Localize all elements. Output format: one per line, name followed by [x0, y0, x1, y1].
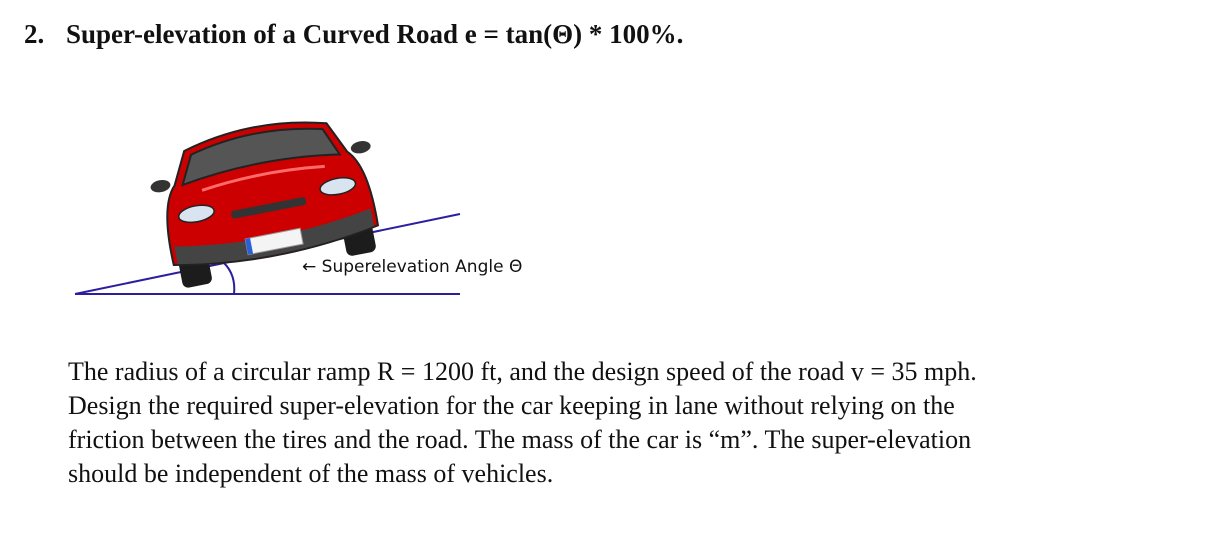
- superelevation-figure: [60, 95, 540, 320]
- statement-line: should be independent of the mass of vehicles.: [68, 459, 554, 488]
- right-mirror: [350, 139, 372, 155]
- statement-line: The radius of a circular ramp R = 1200 ft, and the design speed of the road v = 35 mph.: [68, 357, 977, 386]
- problem-heading: [24, 14, 683, 54]
- problem-title: Super-elevation of a Curved Road e = tan(Θ) * 100%.: [66, 19, 684, 49]
- problem-number: 2.: [24, 19, 45, 49]
- angle-annotation: [302, 257, 522, 277]
- superelevation-diagram: [60, 95, 540, 320]
- angle-arc: [224, 263, 234, 294]
- problem-statement: [68, 355, 1188, 491]
- left-mirror: [150, 178, 172, 194]
- angle-label-text: Superelevation Angle Θ: [321, 257, 523, 277]
- statement-line: friction between the tires and the road. The mass of the car is “m”. The super-elevation: [68, 425, 972, 454]
- statement-line: Design the required super-elevation for the car keeping in lane without relying on the: [68, 391, 955, 420]
- left-arrow-icon: ←: [302, 257, 317, 277]
